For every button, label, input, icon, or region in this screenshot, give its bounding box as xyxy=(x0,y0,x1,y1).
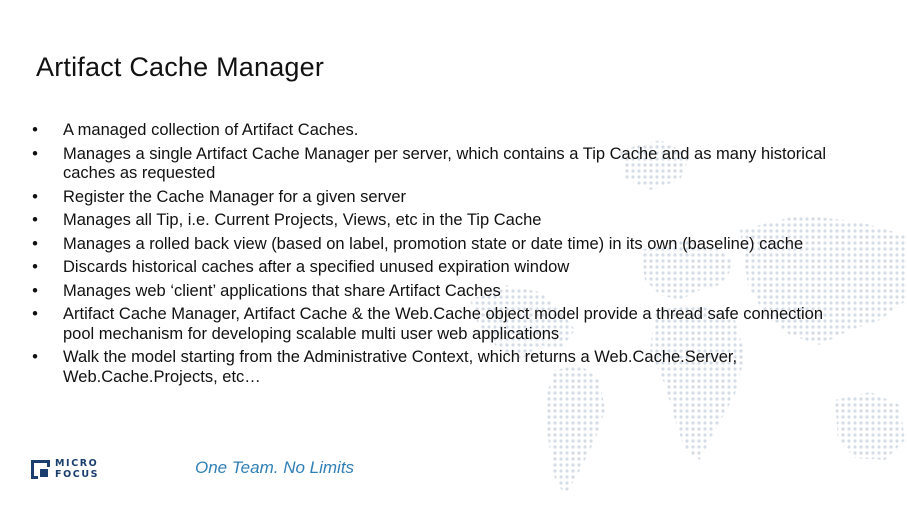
micro-focus-logo xyxy=(31,458,111,482)
bullet-marker: • xyxy=(32,281,38,300)
logo-wordmark xyxy=(55,459,99,480)
logo-line-focus: FOCUS xyxy=(55,468,100,480)
list-item xyxy=(28,258,858,278)
list-item xyxy=(28,282,858,302)
list-item xyxy=(28,145,858,184)
list-item xyxy=(28,121,858,141)
slide-title: Artifact Cache Manager xyxy=(36,52,325,82)
bullet-text: Manages all Tip, i.e. Current Projects, Views, etc in the Tip Cache xyxy=(63,211,542,229)
bullet-text: A managed collection of Artifact Caches. xyxy=(63,121,359,139)
bullet-text: Manages a rolled back view (based on label, promotion state or date time) in its own (baseline) cache xyxy=(63,234,804,253)
bullet-text: Artifact Cache Manager, Artifact Cache & the Web.Cache object model provide a thread safe connection pool mechanism for developing scalable multi user web applications xyxy=(63,305,824,343)
bullet-list xyxy=(28,121,858,391)
bullet-text: Register the Cache Manager for a given server xyxy=(63,187,407,206)
bullet-text: Manages web ‘client’ applications that share Artifact Caches xyxy=(63,281,501,300)
bullet-text: Discards historical caches after a specified unused expiration window xyxy=(63,258,570,276)
bullet-marker: • xyxy=(32,187,38,206)
micro-focus-logo-icon xyxy=(31,460,50,479)
list-item xyxy=(28,211,858,231)
bullet-text: Manages a single Artifact Cache Manager per server, which contains a Tip Cache and as many historical caches as requested xyxy=(63,144,827,182)
bullet-marker: • xyxy=(32,121,38,139)
list-item xyxy=(28,188,858,208)
tagline: One Team. No Limits xyxy=(195,458,355,477)
bullet-marker: • xyxy=(32,211,38,229)
bullet-marker: • xyxy=(32,234,38,253)
bullet-marker: • xyxy=(32,348,38,366)
bullet-marker: • xyxy=(32,305,38,323)
bullet-marker: • xyxy=(32,144,38,163)
logo-line-micro: MICRO xyxy=(55,458,99,469)
bullet-text: Walk the model starting from the Administrative Context, which returns a Web.Cache.Server, Web.Cache.Projects, etc… xyxy=(63,348,738,386)
list-item xyxy=(28,235,858,255)
bullet-marker: • xyxy=(32,258,38,276)
list-item xyxy=(28,348,858,387)
list-item xyxy=(28,305,858,344)
